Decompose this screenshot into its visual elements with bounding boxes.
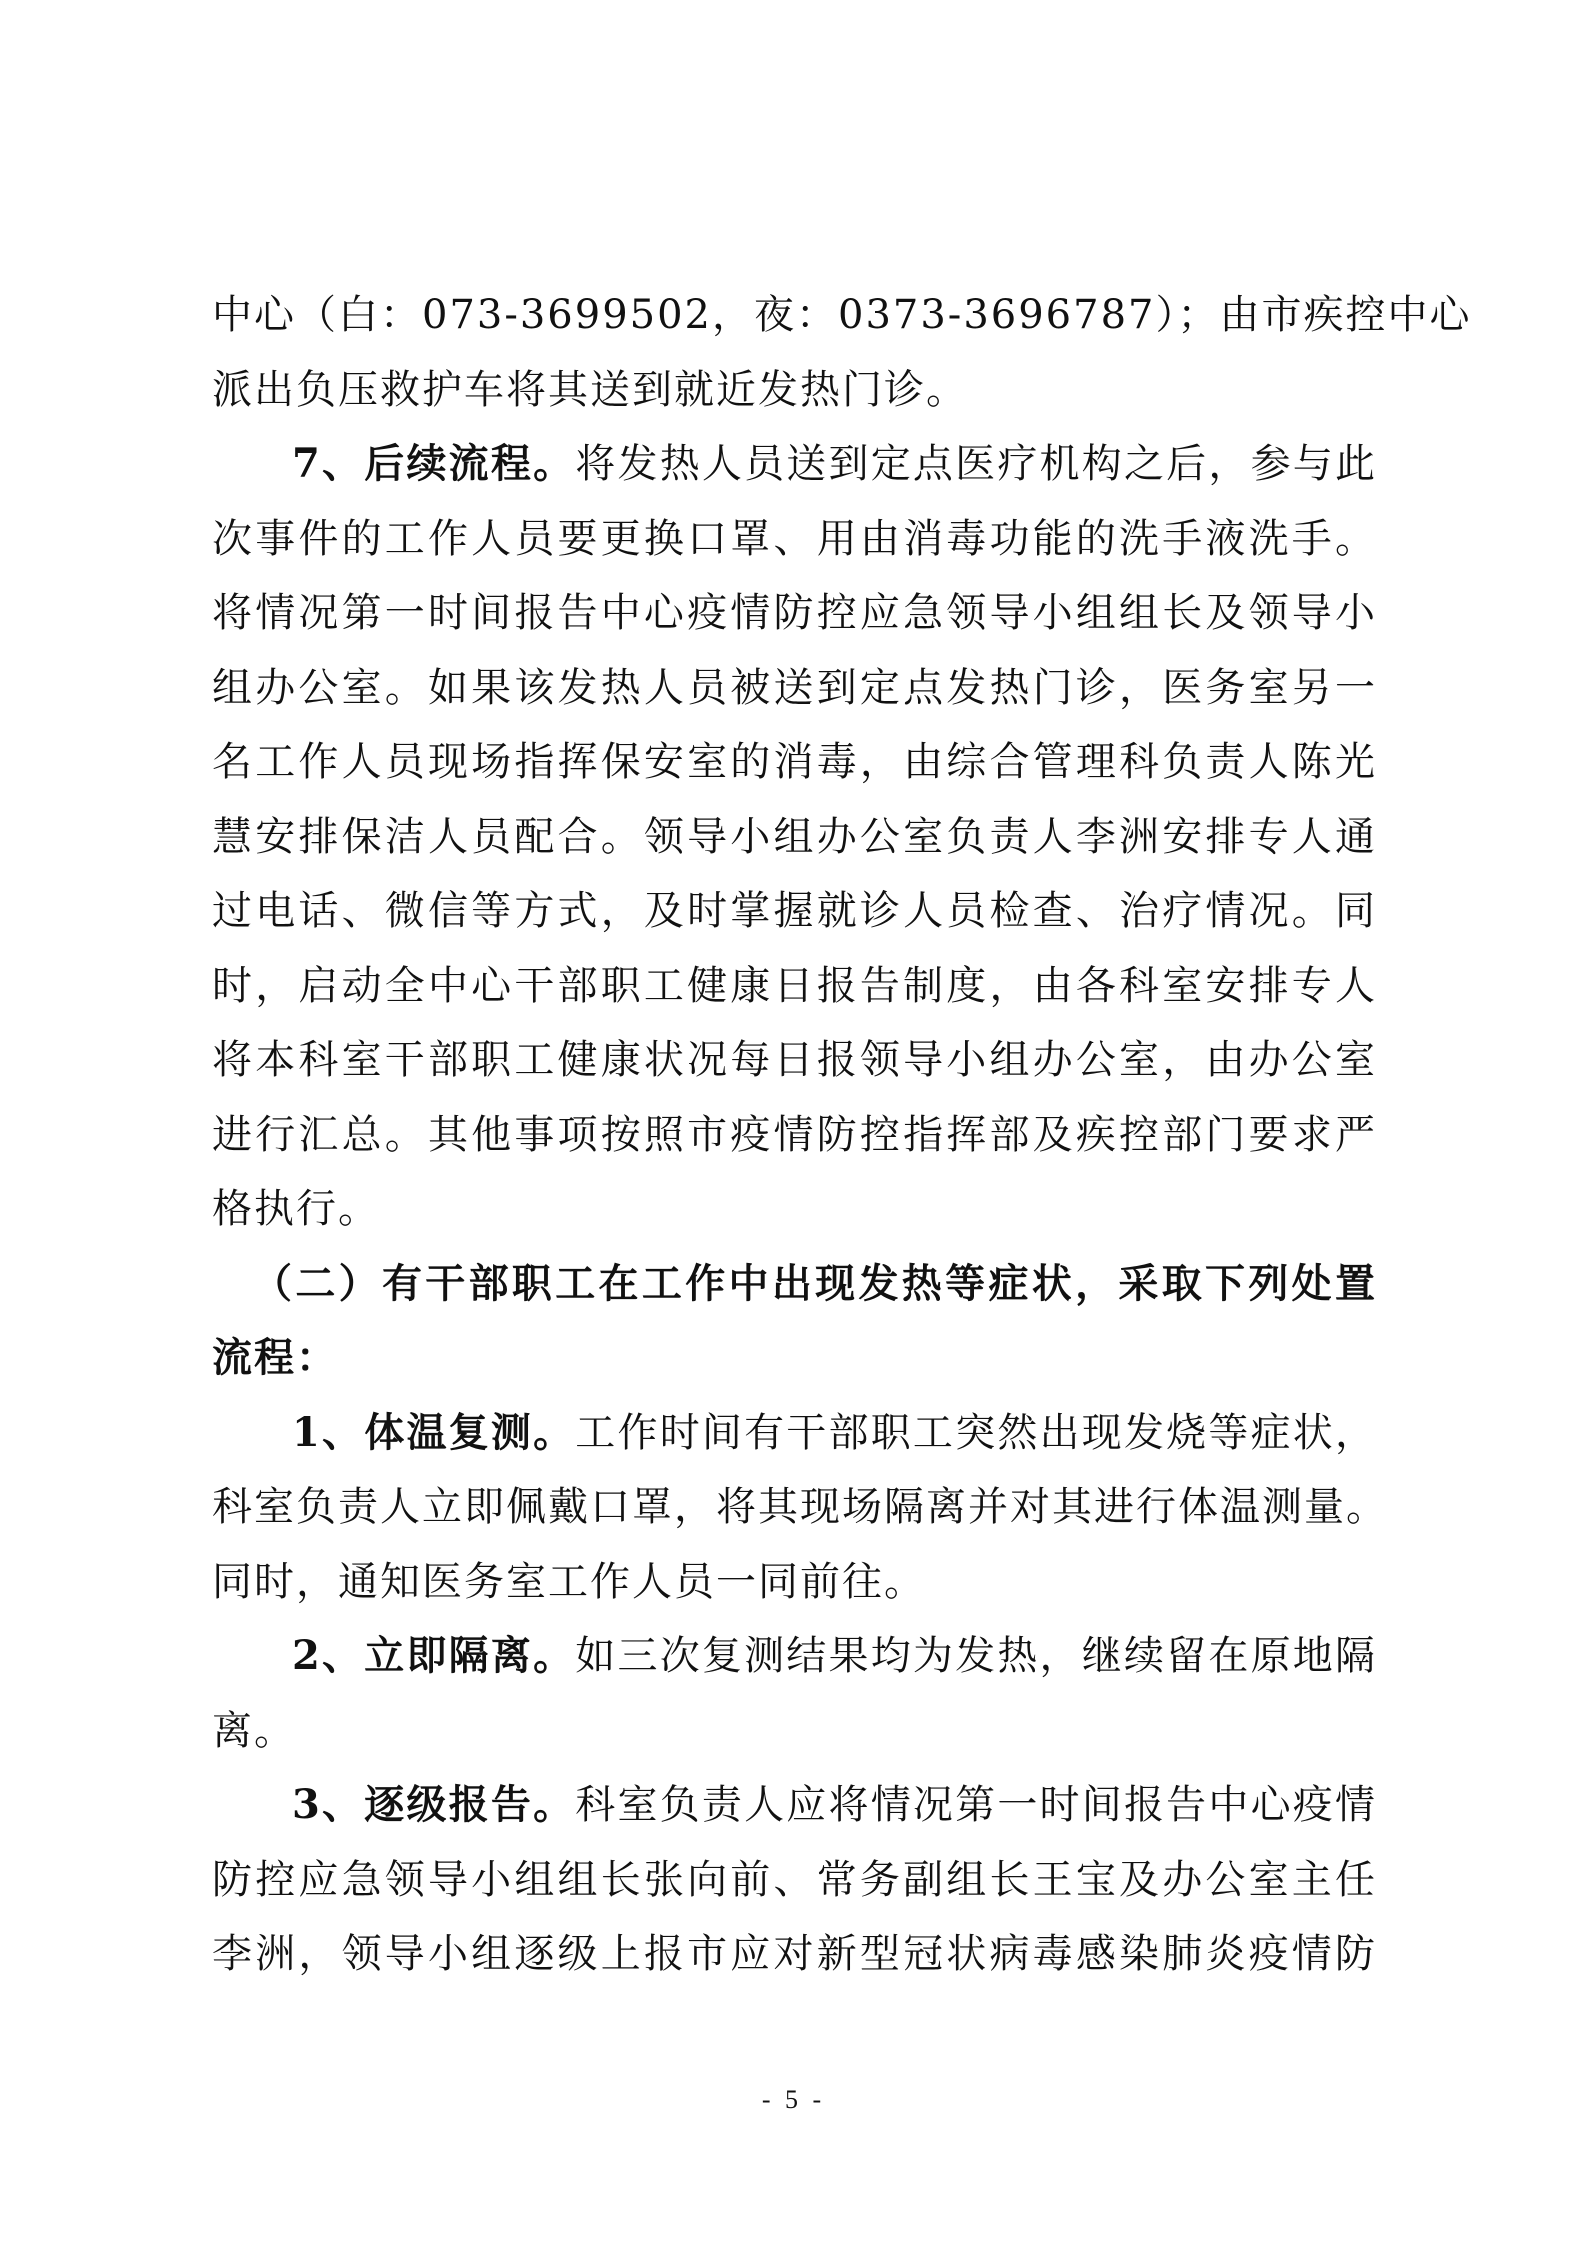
text-line: 中心（白：073-3699502，夜：0373-3696787）；由市疾控中心 (212, 292, 1472, 338)
text-span: 将发热人员送到定点医疗机构之后，参与此 (575, 441, 1377, 487)
text-line: 格执行。 (212, 1186, 380, 1232)
text-line: 次事件的工作人员要更换口罩、用由消毒功能的洗手液洗手。 (212, 515, 1377, 562)
section-lead: 2、立即隔离。 (292, 1632, 576, 1679)
text-line: 派出负压救护车将其送到就近发热门诊。 (212, 366, 968, 413)
text-line: 将情况第一时间报告中心疫情防控应急领导小组组长及领导小 (212, 590, 1377, 636)
page-number: - 5 - (761, 2085, 826, 2114)
text-span: 如三次复测结果均为发热，继续留在原地隔 (575, 1633, 1377, 1679)
paragraph-3-report-upward (212, 1768, 1377, 1992)
text-line: 时，启动全中心干部职工健康日报告制度，由各科室安排专人 (212, 962, 1377, 1009)
text-line: 将本科室干部职工健康状况每日报领导小组办公室，由办公室 (212, 1037, 1377, 1083)
text-line: 科室负责人立即佩戴口罩，将其现场隔离并对其进行体温测量。 (212, 1484, 1388, 1530)
text-line: 慧安排保洁人员配合。领导小组办公室负责人李洲安排专人通 (212, 813, 1377, 860)
text-line (212, 1396, 1377, 1471)
text-line: 名工作人员现场指挥保安室的消毒，由综合管理科负责人陈光 (212, 739, 1377, 785)
text-line (212, 1619, 1377, 1694)
paragraph-1 (212, 278, 1472, 427)
text-line: 过电话、微信等方式，及时掌握就诊人员检查、治疗情况。同 (212, 888, 1377, 934)
heading-line: （二）有干部职工在工作中出现发热等症状，采取下列处置 (252, 1259, 1377, 1307)
text-line (212, 1768, 1377, 1843)
text-line: 同时，通知医务室工作人员一同前往。 (212, 1558, 926, 1605)
section-lead: 7、后续流程。 (292, 440, 576, 487)
section-lead: 1、体温复测。 (292, 1408, 576, 1456)
text-line: 李洲，领导小组逐级上报市应对新型冠状病毒感染肺炎疫情防 (212, 1931, 1377, 1977)
paragraph-7-followup-procedure (212, 427, 1377, 1247)
text-line: 离。 (212, 1707, 296, 1754)
paragraph-2-immediate-isolation (212, 1619, 1377, 1768)
text-span: 科室负责人应将情况第一时间报告中心疫情 (575, 1782, 1377, 1828)
text-span: 工作时间有干部职工突然出现发烧等症状， (575, 1409, 1377, 1456)
text-line: 组办公室。如果该发热人员被送到定点发热门诊，医务室另一 (212, 664, 1377, 711)
section-lead: 3、逐级报告。 (292, 1781, 576, 1828)
section-heading-2 (212, 1247, 1377, 1396)
text-line: 防控应急领导小组组长张向前、常务副组长王宝及办公室主任 (212, 1856, 1377, 1903)
paragraph-1-temperature-recheck (212, 1396, 1388, 1620)
heading-line: 流程： (212, 1334, 338, 1381)
text-line: 进行汇总。其他事项按照市疫情防控指挥部及疾控部门要求严 (212, 1111, 1377, 1158)
text-line (212, 427, 1377, 502)
document-body (212, 278, 1472, 1992)
